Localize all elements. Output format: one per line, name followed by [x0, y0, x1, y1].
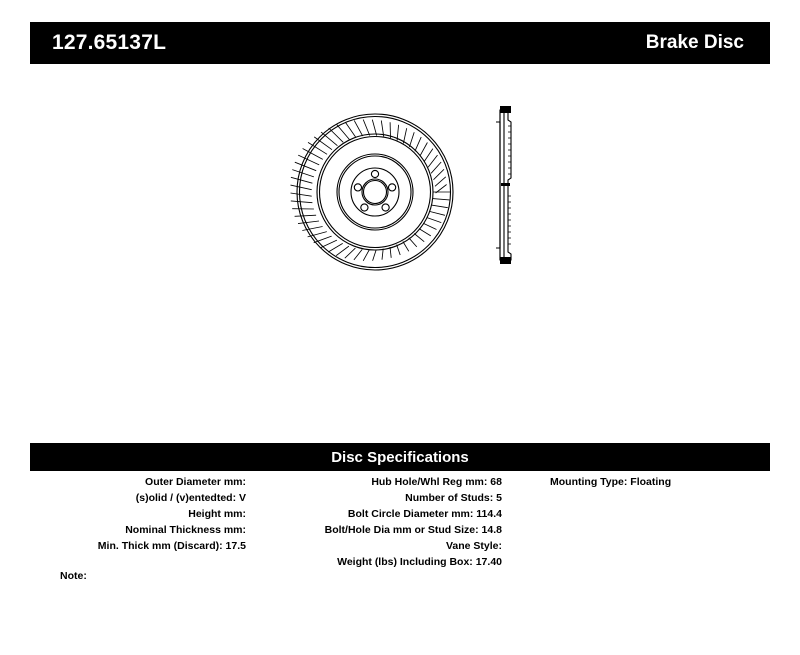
spec-bolt-circle-diameter: Bolt Circle Diameter mm: 114.4 — [347, 508, 502, 520]
specs-body — [30, 474, 770, 594]
part-number: 127.65137L — [52, 31, 167, 54]
brake-disc-diagram — [30, 70, 770, 430]
spec-height: Height mm: — [188, 508, 246, 520]
cooling-vanes — [291, 120, 451, 261]
spec-bolt-hole-dia: Bolt/Hole Dia mm or Stud Size: 14.8 — [324, 524, 502, 536]
spec-mounting-type: Mounting Type: Floating — [550, 476, 672, 488]
spec-weight: Weight (lbs) Including Box: 17.40 — [337, 556, 502, 568]
brake-disc-side-view — [496, 106, 511, 264]
spec-hub-hole: Hub Hole/Whl Reg mm: 68 — [371, 476, 502, 488]
note-label: Note: — [60, 570, 87, 582]
spec-nominal-thickness: Nominal Thickness mm: — [125, 524, 246, 536]
spec-min-thickness: Min. Thick mm (Discard): 17.5 — [97, 540, 246, 552]
spec-vane-style: Vane Style: — [445, 540, 502, 552]
spec-outer-diameter: Outer Diameter mm: — [145, 476, 246, 488]
header-bar — [30, 22, 770, 64]
specs-column-middle — [266, 474, 502, 570]
brake-disc-front-view — [297, 114, 453, 270]
spec-number-of-studs: Number of Studs: 5 — [405, 492, 502, 504]
specs-column-left — [30, 474, 246, 554]
spec-solid-vented: (s)olid / (v)entedted: V — [135, 492, 246, 504]
product-type-label: Brake Disc — [645, 32, 744, 53]
product-drawing — [30, 70, 770, 430]
specs-title-bar — [30, 443, 770, 471]
specs-column-right — [550, 474, 770, 490]
specs-section-title: Disc Specifications — [331, 448, 469, 466]
